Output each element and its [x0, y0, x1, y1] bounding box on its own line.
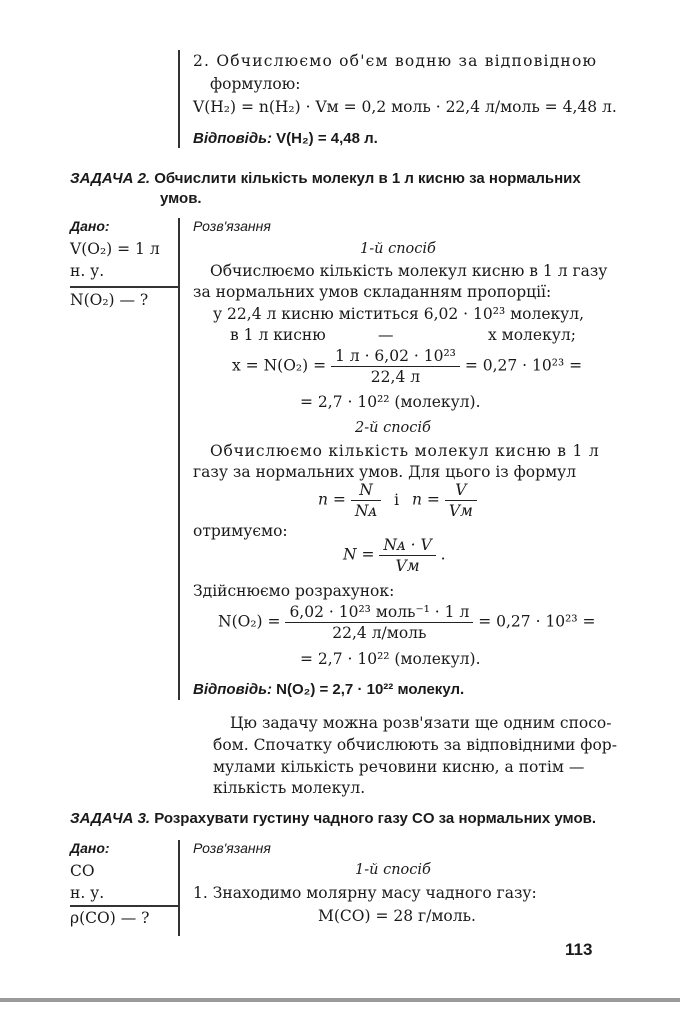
task3-heading [70, 810, 596, 827]
eq1-lhs: x = N(O₂) = [232, 356, 327, 375]
answer-label: Відповідь: [193, 130, 272, 147]
eq2-rhs: = 0,27 · 10²³ = [478, 612, 596, 631]
task2-given-underline [70, 286, 180, 288]
f1-denominator: Nᴀ [354, 502, 378, 520]
f3-lhs: N = [343, 545, 375, 564]
task2-label: ЗАДАЧА 2. [70, 170, 151, 187]
task2-m1-line1: Обчислюємо кількість молекул кисню в 1 л газу [210, 262, 608, 280]
task3-given-1: CO [70, 862, 95, 880]
answer-1 [193, 130, 378, 147]
eq1-rhs: = 0,27 · 10²³ = [464, 356, 583, 375]
answer-value: V(H₂) = 4,48 л. [276, 130, 378, 147]
f3-dot: . [440, 545, 446, 564]
page-number: 113 [565, 940, 593, 959]
answer-2 [193, 681, 464, 698]
task2-formula-N [343, 536, 446, 575]
eq2-numerator: 6,02 · 10²³ моль⁻¹ · 1 л [285, 603, 473, 623]
f1-numerator: N [351, 481, 381, 501]
task2-equation-1 [232, 347, 582, 386]
task2-find: N(O₂) — ? [70, 291, 149, 309]
task3-label: ЗАДАЧА 3. [70, 810, 151, 827]
task2-given-label: Дано: [70, 218, 110, 234]
f2-fraction [445, 481, 477, 520]
task3-title: Розрахувати густину чадного газу CO за нормальних умов. [154, 810, 597, 827]
eq1-denominator: 22,4 л [370, 368, 421, 386]
task3-divider [178, 840, 180, 936]
eq1-numerator: 1 л · 6,02 · 10²³ [331, 347, 460, 367]
eq2-fraction [285, 603, 473, 642]
task2-note-line4: кількість молекул. [213, 779, 366, 797]
task2-equation-2-result: = 2,7 · 10²² (молекул). [300, 650, 481, 668]
task3-step1: 1. Знаходимо молярну масу чадного газу: [193, 884, 537, 902]
task3-given-underline [70, 905, 180, 907]
f3-numerator: Nᴀ · V [379, 536, 435, 556]
task3-given-2: н. у. [70, 884, 105, 902]
f2-denominator: Vм [448, 502, 473, 520]
task2-m2-line1: Обчислюємо кількість молекул кисню в 1 л [210, 442, 600, 460]
task2-proportion-2a: в 1 л кисню [230, 326, 326, 344]
f-and: і [394, 490, 400, 509]
task3-solution-label: Розв'язання [193, 840, 271, 856]
formula-volume: V(H₂) = n(H₂) · Vм = 0,2 моль · 22,4 л/моль = 4,48 л. [193, 98, 617, 116]
task2-calc-label: Здійснюємо розрахунок: [193, 582, 395, 600]
task2-proportion-2b: x молекул; [488, 326, 576, 344]
f2-numerator: V [445, 481, 477, 501]
task3-method1-title: 1-й спосіб [355, 862, 431, 878]
task2-note-line2: бом. Спочатку обчислюють за відповідними фор- [213, 736, 617, 754]
task2-m1-line2: за нормальних умов складанням пропорції: [193, 283, 552, 301]
answer2-label: Відповідь: [193, 681, 272, 698]
answer2-value: N(O₂) = 2,7 · 10²² молекул. [276, 681, 465, 698]
task2-solution-label: Розв'язання [193, 218, 271, 234]
task2-proportion-2dash: — [378, 326, 394, 344]
step2-line2: формулою: [210, 75, 301, 93]
task2-proportion-1: у 22,4 л кисню міститься 6,02 · 10²³ молекул, [213, 305, 585, 323]
task2-method1-title: 1-й спосіб [360, 241, 436, 257]
task2-title-line1: Обчислити кількість молекул в 1 л кисню за нормальних [154, 170, 581, 187]
f1-fraction [351, 481, 381, 520]
task3-find: ρ(CO) — ? [70, 909, 150, 927]
eq2-lhs: N(O₂) = [218, 612, 281, 631]
step2-line1: 2. Обчислюємо об'єм водню за відповідною [193, 52, 598, 70]
task2-given-1: V(O₂) = 1 л [70, 240, 160, 258]
task2-note-line1: Цю задачу можна розв'язати ще одним спосо- [230, 714, 612, 732]
task2-given-2: н. у. [70, 262, 105, 280]
task2-equation-1-result: = 2,7 · 10²² (молекул). [300, 393, 481, 411]
task2-formulas [318, 481, 477, 520]
f3-denominator: Vм [395, 557, 420, 575]
f2-lhs: n = [412, 490, 440, 509]
solution-divider-top [178, 50, 180, 148]
task2-heading [70, 170, 581, 187]
task3-formula: M(CO) = 28 г/моль. [318, 907, 476, 925]
page-bottom-bar [0, 998, 680, 1002]
f1-lhs: n = [318, 490, 346, 509]
task2-m2-line2: газу за нормальних умов. Для цього із формул [193, 463, 577, 481]
eq1-fraction [331, 347, 460, 386]
task2-equation-2 [218, 603, 596, 642]
task2-divider [178, 218, 180, 700]
task2-note-line3: мулами кількість речовини кисню, а потім — [213, 758, 585, 776]
eq2-denominator: 22,4 л/моль [332, 624, 427, 642]
f3-fraction [379, 536, 435, 575]
task2-method2-title: 2-й спосіб [355, 420, 431, 436]
task2-obtain: отримуємо: [193, 522, 288, 540]
task2-title-line2: умов. [160, 190, 202, 207]
task3-given-label: Дано: [70, 840, 110, 856]
